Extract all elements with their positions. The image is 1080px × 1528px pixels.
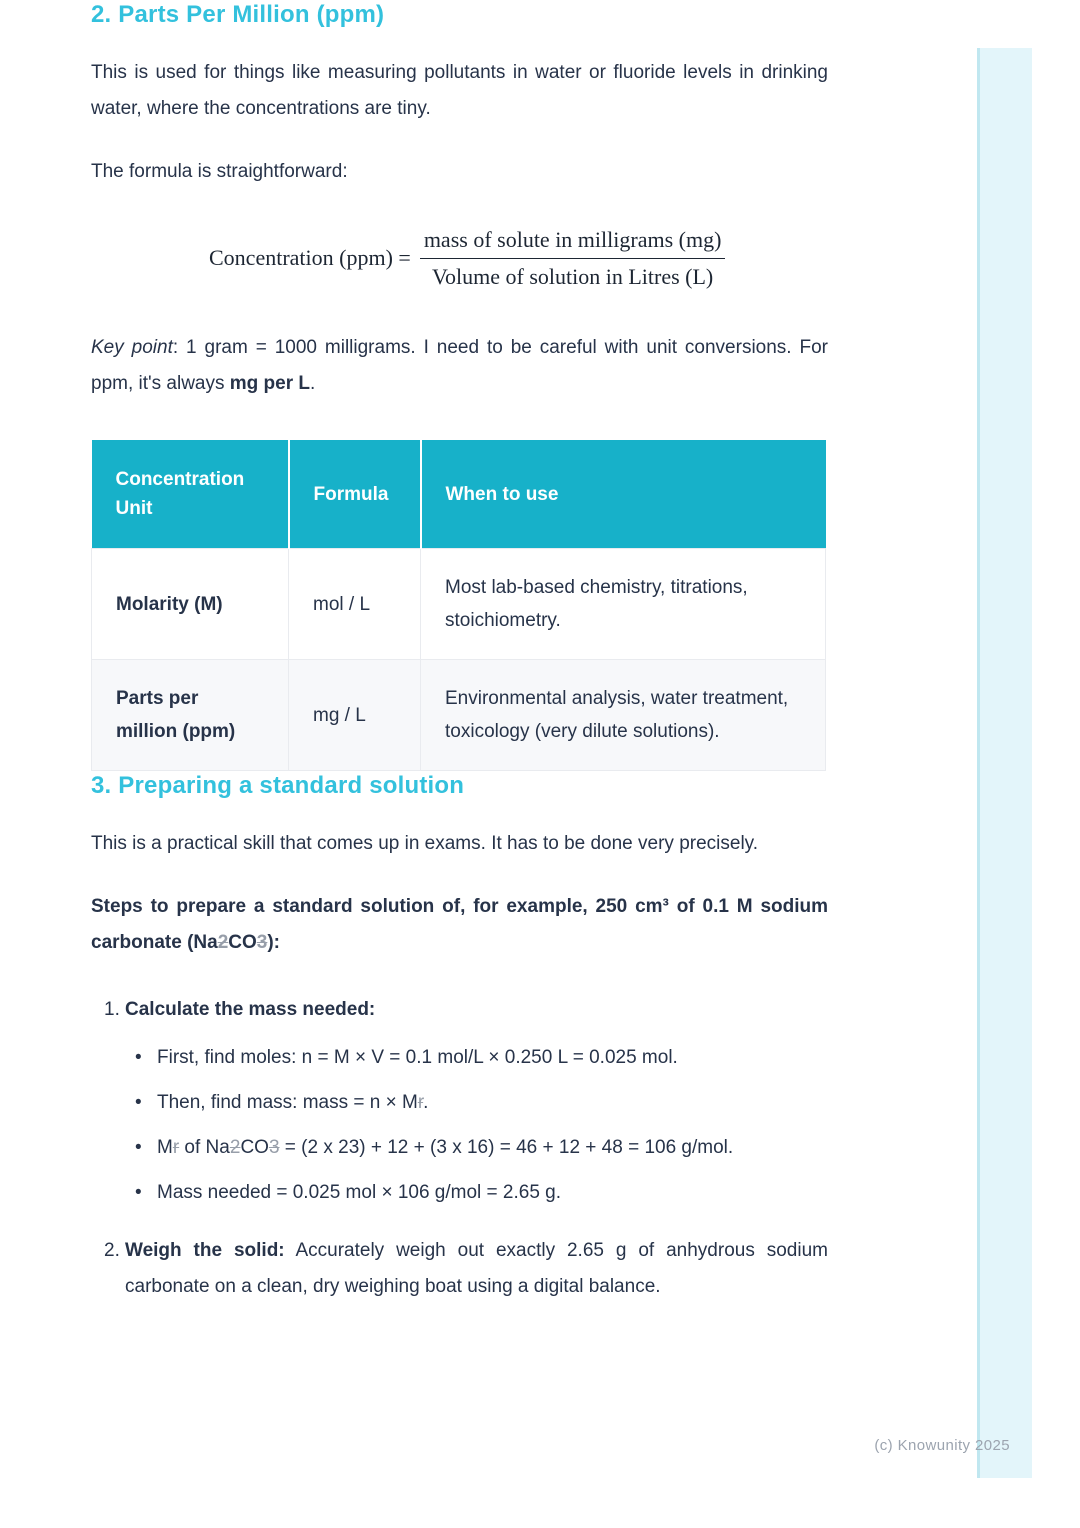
formula-denominator: Volume of solution in Litres (L) bbox=[431, 263, 714, 289]
bullet-mass-needed bbox=[91, 1175, 828, 1211]
section-heading-ppm: 2. Parts Per Million (ppm) bbox=[91, 1, 385, 28]
table-header-when: When to use bbox=[421, 440, 826, 549]
table-header-row bbox=[92, 440, 826, 549]
steps-intro-post: ): bbox=[267, 932, 281, 953]
step-two-title: Weigh the solid: bbox=[125, 1240, 285, 1261]
step-two-body bbox=[125, 1233, 828, 1305]
bullet-find-mass bbox=[91, 1085, 828, 1121]
standard-intro-paragraph: This is a practical skill that comes up in exams. It has to be done very precisely. bbox=[91, 833, 759, 854]
section-heading-standard-solution: 3. Preparing a standard solution bbox=[91, 772, 465, 799]
formula-numerator: mass of solute in milligrams (mg) bbox=[420, 227, 726, 259]
bullet-icon bbox=[135, 1040, 157, 1076]
bullet-find-moles-text: First, find moles: n = M × V = 0.1 mol/L × 0.250 L = 0.025 mol. bbox=[157, 1047, 678, 1068]
ppm-formula bbox=[209, 222, 828, 294]
watermark: (c) Knowunity 2025 bbox=[874, 1437, 1010, 1454]
keypoint-lead: Key point bbox=[91, 337, 173, 358]
cell-ppm-unit: Parts per million (ppm) bbox=[92, 660, 289, 771]
bullet-find-moles bbox=[91, 1040, 828, 1076]
step-two-number: 2. bbox=[104, 1240, 120, 1261]
keypoint-body: 1 gram = 1000 milligrams. I need to be careful with unit conversions. For ppm, it's always bbox=[91, 337, 828, 394]
mr-of-na: of Na bbox=[179, 1137, 230, 1158]
cell-molarity-unit: Molarity (M) bbox=[92, 549, 289, 660]
cell-molarity-formula: mol / L bbox=[289, 549, 421, 660]
steps-intro-mid: CO bbox=[228, 932, 257, 953]
subscript-3: 3 bbox=[268, 1137, 280, 1158]
step-one-item bbox=[91, 992, 828, 1028]
table-header-unit: Concentration Unit bbox=[92, 440, 289, 549]
cell-molarity-when: Most lab-based chemistry, titrations, stoichiometry. bbox=[421, 549, 826, 660]
ppm-intro-paragraph: This is used for things like measuring pollutants in water or fluoride levels in drinking water, where the concentrations are tiny. bbox=[91, 62, 828, 119]
page-content bbox=[91, 0, 828, 1305]
side-highlight-bar bbox=[977, 48, 1032, 1478]
keypoint-colon: : bbox=[172, 337, 187, 358]
step-one-number: 1. bbox=[104, 999, 120, 1020]
subscript-2: 2 bbox=[229, 1137, 241, 1158]
subscript-r: r bbox=[172, 1137, 180, 1158]
bullet-find-mass-post: . bbox=[423, 1092, 429, 1113]
table-row-ppm bbox=[92, 660, 826, 771]
bullet-icon bbox=[135, 1130, 157, 1166]
concentration-unit-table bbox=[91, 440, 826, 771]
bullet-find-mass-text bbox=[157, 1085, 828, 1121]
formula-fraction bbox=[420, 227, 726, 290]
steps-intro-pre: Steps to prepare a standard solution of, for example, 250 cm³ of 0.1 M sodium carbonate (Na bbox=[91, 896, 828, 953]
step-two-text: Accurately weigh out exactly 2.65 g of anhydrous sodium carbonate on a clean, dry weighing boat using a digital balance. bbox=[125, 1240, 828, 1297]
bullet-mr-calculation-text bbox=[157, 1130, 828, 1166]
table-row-molarity bbox=[92, 549, 826, 660]
keypoint-bold: mg per L bbox=[229, 373, 311, 394]
keypoint-paragraph bbox=[91, 330, 828, 402]
bullet-mr-calculation bbox=[91, 1130, 828, 1166]
step-one-title: Calculate the mass needed: bbox=[125, 999, 376, 1020]
cell-ppm-when: Environmental analysis, water treatment, toxicology (very dilute solutions). bbox=[421, 660, 826, 771]
step-one-body bbox=[125, 992, 828, 1028]
steps-intro-paragraph bbox=[91, 889, 828, 961]
mr-m: M bbox=[157, 1137, 173, 1158]
bullet-icon bbox=[135, 1085, 157, 1121]
step-one-bullets bbox=[91, 1040, 828, 1211]
bullet-icon bbox=[135, 1175, 157, 1211]
keypoint-end: . bbox=[310, 373, 316, 394]
step-two-item bbox=[91, 1233, 828, 1305]
formula-lead-paragraph: The formula is straightforward: bbox=[91, 161, 348, 182]
bullet-find-mass-pre: Then, find mass: mass = n × M bbox=[157, 1092, 418, 1113]
mr-co: CO bbox=[240, 1137, 269, 1158]
subscript-r: r bbox=[417, 1092, 424, 1113]
mr-rest: = (2 x 23) + 12 + (3 x 16) = 46 + 12 + 48 = 106 g/mol. bbox=[279, 1137, 734, 1158]
formula-lhs: Concentration (ppm) = bbox=[209, 245, 411, 270]
subscript-2: 2 bbox=[217, 932, 229, 953]
subscript-3: 3 bbox=[256, 932, 268, 953]
bullet-mass-needed-text: Mass needed = 0.025 mol × 106 g/mol = 2.65 g. bbox=[157, 1182, 562, 1203]
cell-ppm-formula: mg / L bbox=[289, 660, 421, 771]
table-header-formula: Formula bbox=[289, 440, 421, 549]
